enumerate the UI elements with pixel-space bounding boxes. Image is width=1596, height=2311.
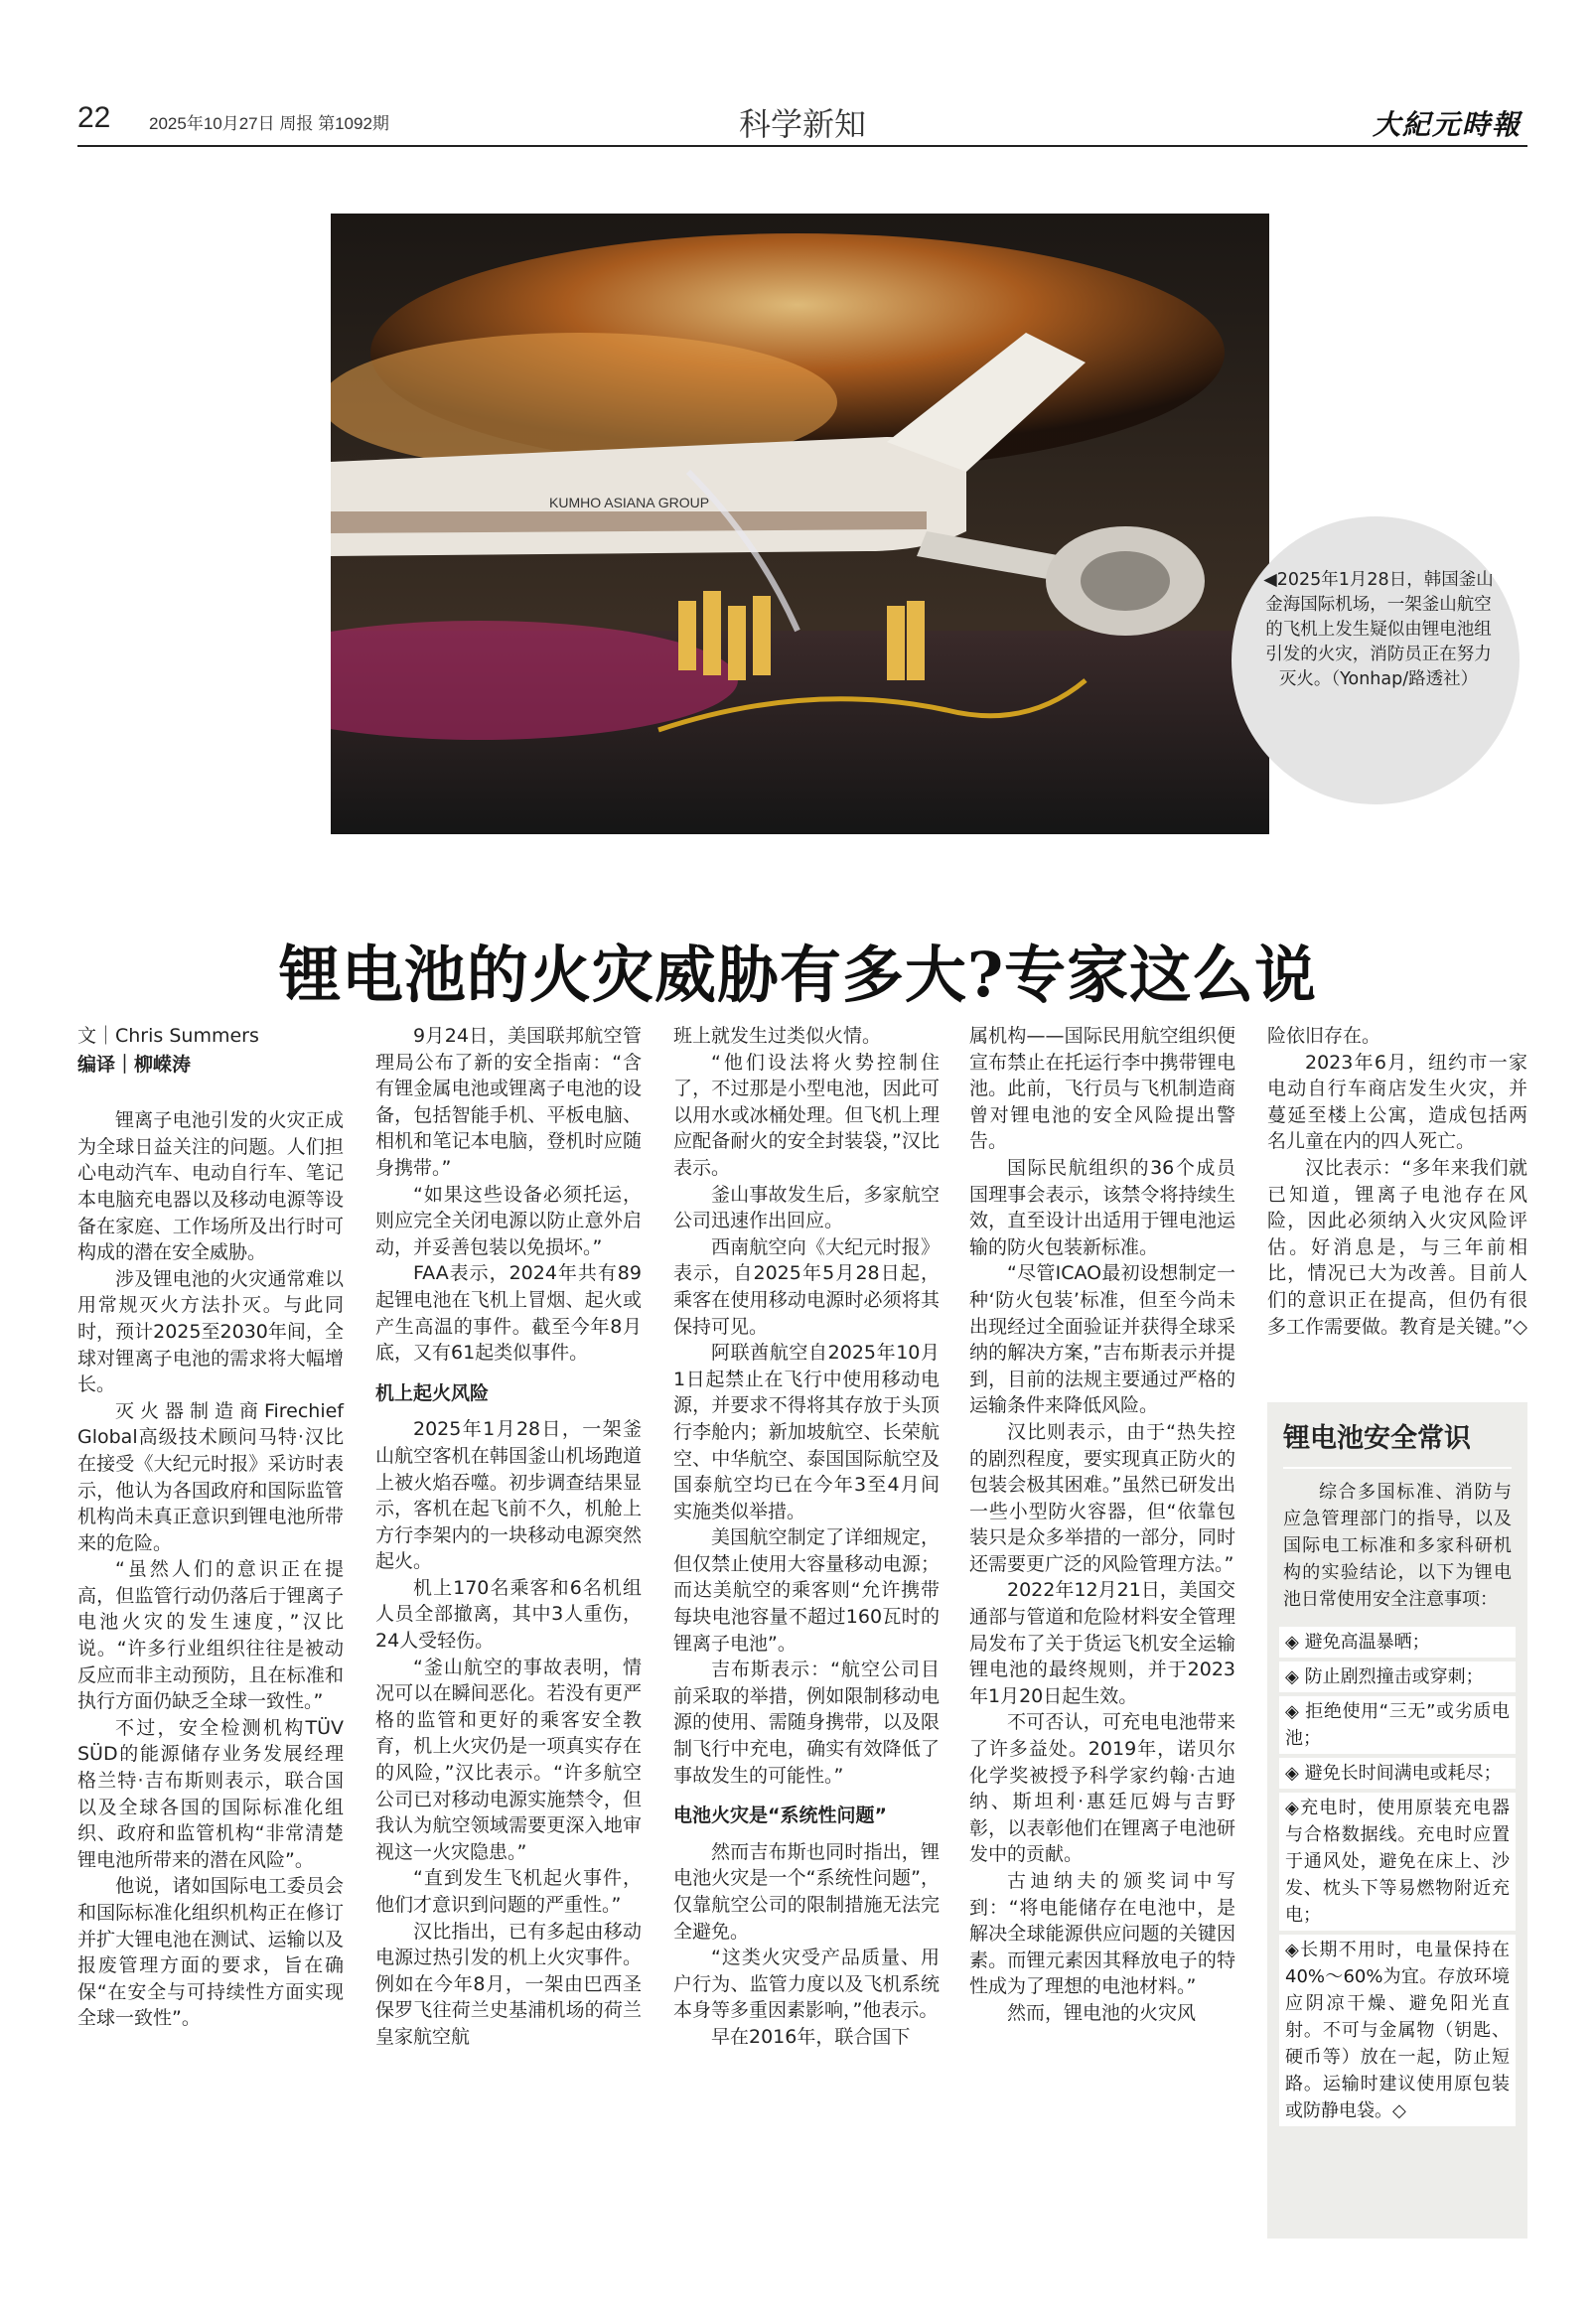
article-headline: 锂电池的火灾威胁有多大?专家这么说 [278, 938, 1318, 1011]
paragraph: 吉布斯表示：“航空公司目前采取的举措，例如限制移动电源的使用、需随身携带，以及限制飞行中充电，确实有效降低了事故发生的可能性。” [673, 1659, 940, 1787]
safety-tips-box [1267, 1402, 1527, 2239]
tip-item: ◈ 防止剧烈撞击或穿刺； [1279, 1661, 1516, 1692]
paragraph: 涉及锂电池的火灾通常难以用常规灭火方法扑灭。与此同时，预计2025至2030年间，全球对锂离子电池的需求将大幅增长。 [77, 1267, 344, 1396]
paragraph: “直到发生飞机起火事件，他们才意识到问题的严重性。” [375, 1867, 642, 1916]
sidebar-intro: 综合多国标准、消防与应急管理部门的指导，以及国际电工标准和多家科研机构的实验结论，以下为锂电池日常使用安全注意事项： [1283, 1482, 1512, 1610]
article-column-3 [673, 1023, 940, 2051]
fire-photo [331, 214, 1269, 834]
paragraph: 西南航空向《大纪元时报》表示，自2025年5月28日起，乘客在使用移动电源时必须将其保持可见。 [673, 1235, 940, 1338]
paragraph: “如果这些设备必须托运，则应完全关闭电源以防止意外启动，并妥善包装以免损坏。” [375, 1183, 642, 1258]
paragraph: 属机构——国际民用航空组织便宣布禁止在托运行李中携带锂电池。此前，飞行员与飞机制造商曾对锂电池的安全风险提出警告。 [969, 1025, 1235, 1153]
paragraph: FAA表示，2024年共有89起锂电池在飞机上冒烟、起火或产生高温的事件。截至今年8月底，又有61起类似事件。 [375, 1262, 642, 1365]
paragraph: 他说，诸如国际电工委员会和国际标准化组织机构正在修订并扩大锂电池在测试、运输以及报废管理方面的要求，旨在确保“在安全与可持续性方面实现全球一致性”。 [77, 1875, 344, 2030]
newspaper-logo: 大紀元時報 [1372, 108, 1522, 141]
photo-caption [1232, 516, 1520, 804]
article-column-2 [375, 1023, 642, 2051]
paragraph: “釜山航空的事故表明，情况可以在瞬间恶化。若没有更严格的监管和更好的乘客安全教育，机上火灾仍是一项真实存在的风险，”汉比表示。“许多航空公司已对移动电源实施禁令，但我认为航空领域需要更深入地审视这一火灾隐患。” [375, 1656, 642, 1863]
caption-text: ◀2025年1月28日，韩国釜山金海国际机场，一架釜山航空的飞机上发生疑似由锂电池组引发的火灾，消防员正在努力灭火。（Yonhap/路透社） [1263, 570, 1494, 689]
page-header [77, 97, 1527, 147]
paragraph: 灭火器制造商Firechief Global高级技术顾问马特·汉比在接受《大纪元时报》采访时表示，他认为各国政府和国际监管机构尚未真正意识到锂电池所带来的危险。 [77, 1399, 344, 1554]
paragraph: 然而，锂电池的火灾风 [1007, 2001, 1197, 2024]
paragraph: “虽然人们的意识正在提高，但监管行动仍落后于锂离子电池火灾的发生速度，”汉比说。“许多行业组织往往是被动反应而非主动预防，且在标准和执行方面仍缺乏全球一致性。” [77, 1558, 344, 1713]
paragraph: 2023年6月，纽约市一家电动自行车商店发生火灾，并蔓延至楼上公寓，造成包括两名儿童在内的四人死亡。 [1267, 1051, 1527, 1153]
paragraph: 汉比则表示，由于“热失控的剧烈程度，要实现真正防火的包装会极其困难。”虽然已研发出一些小型防火容器，但“依靠包装只是众多举措的一部分，同时还需要更广泛的风险管理方法。” [969, 1420, 1235, 1575]
tip-item: ◈ 拒绝使用“三无”或劣质电池； [1279, 1696, 1516, 1754]
paragraph: “这类火灾受产品质量、用户行为、监管力度以及飞机系统本身等多重因素影响，”他表示。 [673, 1947, 940, 2022]
paragraph: 然而吉布斯也同时指出，锂电池火灾是一个“系统性问题”，仅靠航空公司的限制措施无法完全避免。 [673, 1840, 940, 1943]
paragraph: “尽管ICAO最初设想制定一种‘防火包装’标准，但至今尚未出现经过全面验证并获得全球采纳的解决方案，”吉布斯表示并提到，目前的法规主要通过严格的运输条件来降低风险。 [969, 1262, 1235, 1417]
subheading: 机上起火风险 [375, 1381, 490, 1404]
paragraph: 古迪纳夫的颁奖词中写到：“将电能储存在电池中，是解决全球能源供应问题的关键因素。而锂元素因其释放电子的特性成为了理想的电池材料。” [969, 1870, 1235, 1998]
sidebar-title: 锂电池安全常识 [1283, 1416, 1512, 1469]
paragraph: 2022年12月21日，美国交通部与管道和危险材料安全管理局发布了关于货运飞机安全运输锂电池的最终规则，并于2023年1月20日起生效。 [969, 1579, 1235, 1707]
paragraph: 机上170名乘客和6名机组人员全部撤离，其中3人重伤，24人受轻伤。 [375, 1576, 642, 1653]
paragraph: 锂离子电池引发的火灾正成为全球日益关注的问题。人们担心电动汽车、电动自行车、笔记本电脑充电器以及移动电源等设备在家庭、工作场所及出行时可构成的潜在安全威胁。 [77, 1109, 344, 1264]
tip-item: ◈充电时，使用原装充电器与合格数据线。充电时应置于通风处，避免在床上、沙发、枕头下等易燃物附近充电； [1279, 1793, 1516, 1931]
tip-item: ◈长期不用时，电量保持在40%～60%为宜。存放环境应阴凉干燥、避免阳光直射。不可与金属物（钥匙、硬币等）放在一起，防止短路。运输时建议使用原包装或防静电袋。◇ [1279, 1935, 1516, 2126]
tips-list [1279, 1627, 1516, 2126]
byline-translator: 编译｜柳嵘涛 [77, 1053, 192, 1076]
paragraph: 阿联酋航空自2025年10月1日起禁止在飞行中使用移动电源，并要求不得将其存放于头顶行李舱内；新加坡航空、长荣航空、中华航空、泰国国际航空及国泰航空均已在今年3至4月间实施类似举措。 [673, 1342, 940, 1522]
article-column-5 [1267, 1023, 1527, 1340]
paragraph: 险依旧存在。 [1267, 1025, 1381, 1047]
paragraph: 不可否认，可充电电池带来了许多益处。2019年，诺贝尔化学奖被授予科学家约翰·古迪纳、斯坦利·惠廷厄姆与吉野彰，以表彰他们在锂离子电池研发中的贡献。 [969, 1711, 1235, 1866]
paragraph: 早在2016年，联合国下 [711, 2025, 911, 2048]
paragraph: 釜山事故发生后，多家航空公司迅速作出回应。 [673, 1183, 940, 1232]
paragraph: 国际民航组织的36个成员国理事会表示，该禁令将持续生效，直至设计出适用于锂电池运输的防火包装新标准。 [969, 1156, 1235, 1258]
airplane-fire-image [331, 214, 1269, 834]
page-number: 22 [77, 101, 111, 134]
tip-item: ◈ 避免长时间满电或耗尽； [1279, 1758, 1516, 1789]
paragraph: 不过，安全检测机构TÜV SÜD的能源储存业务发展经理格兰特·吉布斯则表示，联合国以及全球各国的国际标准化组织、政府和监管机构“非常清楚锂电池所带来的潜在风险”。 [77, 1716, 344, 1871]
issue-info: 2025年10月27日 周报 第1092期 [149, 114, 389, 133]
subheading: 电池火灾是“系统性问题” [673, 1805, 887, 1827]
paragraph: “他们设法将火势控制住了，不过那是小型电池，因此可以用水或冰桶处理。但飞机上理应配备耐火的安全封装袋，”汉比表示。 [673, 1051, 940, 1179]
paragraph: 汉比指出，已有多起由移动电源过热引发的机上火灾事件。例如在今年8月，一架由巴西圣保罗飞往荷兰史基浦机场的荷兰皇家航空航 [375, 1920, 642, 2048]
paragraph: 汉比表示：“多年来我们就已知道，锂离子电池存在风险，因此必须纳入火灾风险评估。好消息是，与三年前相比，情况已大为改善。目前人们的意识正在提高，但仍有很多工作需要做。教育是关键。”◇ [1267, 1156, 1527, 1338]
paragraph: 美国航空制定了详细规定，但仅禁止使用大容量移动电源；而达美航空的乘客则“允许携带每块电池容量不超过160瓦时的锂离子电池”。 [673, 1526, 940, 1655]
tip-item: ◈ 避免高温暴晒； [1279, 1627, 1516, 1658]
article-column-1 [77, 1023, 344, 2032]
paragraph: 班上就发生过类似火情。 [673, 1025, 882, 1047]
paragraph: 9月24日，美国联邦航空管理局公布了新的安全指南：“含有锂金属电池或锂离子电池的设备，包括智能手机、平板电脑、相机和笔记本电脑，登机时应随身携带。” [375, 1025, 642, 1179]
byline-author: 文｜Chris Summers [77, 1025, 259, 1047]
section-title: 科学新知 [738, 105, 866, 143]
article-column-4 [969, 1023, 1235, 2027]
paragraph: 2025年1月28日，一架釜山航空客机在韩国釜山机场跑道上被火焰吞噬。初步调查结果显示，客机在起飞前不久，机舱上方行李架内的一块移动电源突然起火。 [375, 1418, 642, 1573]
plane-livery-text: KUMHO ASIANA GROUP [549, 495, 710, 510]
